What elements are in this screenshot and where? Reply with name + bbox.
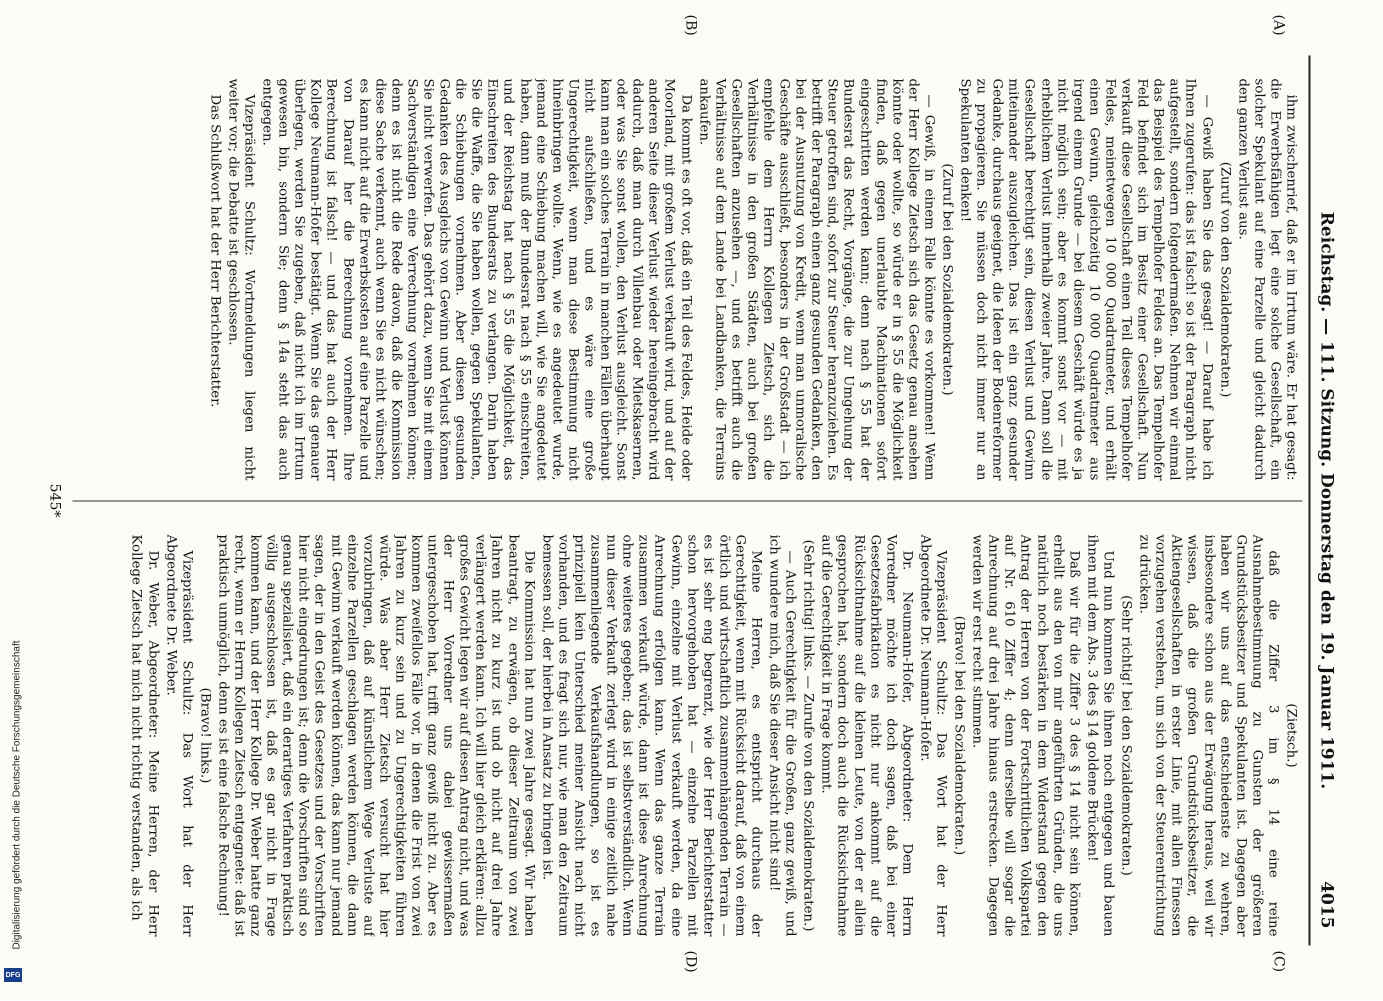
paragraph: daß die Ziffer 3 im § 14 eine reine Ausnahmebestimmung zu Gunsten der größeren Grundstücksbesitzer und Spekulanten ist. Dagegen aber haben wir uns auf das entschiedenste zu wehren, insbesondere schon aus der Erwägung heraus, weil wir wissen, daß die großen Grundstücksbesitzer, die Aktiengesellschaften in erster Linie, mit allen Finessen vorzugehen verstehen, um sich von der Steuerentrichtung zu drücken. xyxy=(1136,534,1281,937)
paragraph: Und nun kommen Sie ihnen noch entgegen und bauen ihnen mit dem Abs. 3 des § 14 goldene Brücken! xyxy=(1084,534,1116,937)
paragraph: Vizepräsident Schultz: Wortmeldungen liegen nicht weiter vor; die Debatte ist geschlossen. xyxy=(225,78,257,481)
right-text-column xyxy=(79,79,1299,481)
paragraph: (Zuruf bei den Sozialdemokraten.) xyxy=(939,163,955,396)
paragraph: Dr. Neumann-Hofer, Abgeordneter: Dem Herrn Vorredner möchte ich doch sagen, daß bei einer Gesetzesfabrikation es nicht nur ankommt auf die Rücksichtnahme auf die kleinen Leute, von der er allein gesprochen hat, sondern doch auch die Rücksichtnahme auf die Gerechtigkeit in Frage kommt. xyxy=(818,534,915,937)
paragraph: Vizepräsident Schultz: Das Wort hat der Herr Abgeordnete Dr. Weber. xyxy=(163,534,195,937)
paragraph: (Bravo! bei den Sozialdemokraten.) xyxy=(951,615,967,856)
header-rule xyxy=(1309,56,1311,946)
paragraph: ihm zwischenrief, daß er im Irrtum wäre. Er hat gesagt: die Erwerbsfähigen legt eine solche Gesellschaft, ein solcher Spekulant auf eine Parzelle und gleicht dadurch den ganzen Verlust aus. xyxy=(1235,78,1299,481)
paragraph: (Zuruf von den Sozialdemokraten.) xyxy=(1217,161,1233,398)
paragraph: (Zietsch.) xyxy=(1283,703,1299,768)
footer-number: 545* xyxy=(46,483,63,518)
paragraph: Dr. Weber, Abgeordneter: Meine Herren, der Herr Kollege Zietsch hat mich nicht richtig verstanden, als ich xyxy=(128,534,161,937)
dfg-logo: DFG xyxy=(4,968,22,982)
margin-letter-a: (A) xyxy=(1270,14,1287,36)
page-number: 4015 xyxy=(1316,881,1337,929)
paragraph: — Gewiß, in einem Falle könnte es vorkommen! Wenn der Herr Kollege Zietsch sich das Gesetz genau ansehen könnte oder wollte, so würde er in § 55 die Möglichkeit finden, daß gegen unerlaubte Machinationen sofort eingeschritten werden kann; denn nach § 55 hat der Bundesrat das Recht, Vorgänge, die zur Umgehung der Steuer getroffen sind, sofort zur Steuer heranzuziehen. Es betrifft der Paragraph einen ganz gesunden Gedanken, den bei der Ausnutzung von Kredit, wenn man unmoralische Geschäfte ausschließt, besonders in der Großstadt — ich empfehle dem Herrn Kollegen Zietsch, sich die Verhältnisse in den großen Städten, auch bei großen Gesellschaften anzusehen —, und es betrifft auch die Verhältnisse auf dem Lande bei Landbanken, die Terrains ankaufen. xyxy=(696,78,937,481)
paragraph: Vizepräsident Schultz: Das Wort hat der Herr Abgeordnete Dr. Neumann-Hofer. xyxy=(917,534,949,937)
paragraph: Die Kommission hat nun zwei Jahre gesagt. Wir haben beantragt, zu erwägen, ob dieser Zeitraum von zwei Jahren nicht zu kurz ist und ob nicht auf drei Jahre verlängert werden kann. Ich will hier gleich erklären: allzu großes Gewicht legen wir auf diesen Antrag nicht, und was der Herr Vorredner uns dabei gewissermaßen untergeschoben hat, trifft ganz gewiß nicht zu. Aber es kommen zweifellos Fälle vor, in denen die Frist von zwei Jahren zu kurz sein und zu Ungerechtigkeiten führen würde. Was aber Herr Zietsch versucht hat hier vorzubringen, daß auf künstlichem Wege Verluste auf einzelne Parzellen geschlagen werden können, die dann mit Gewinn verkauft werden können, das kann nur jemand sagen, der in den Geist des Gesetzes und der Vorschriften hier nicht eingedrungen ist; denn die Vorschriften sind so genau spezialisiert, daß ein derartiges Verfahren praktisch völlig ausgeschlossen ist, daß es gar nicht in Frage kommen kann, und der Herr Kollege Dr. Weber hatte ganz recht, wenn er Herrn Kollegen Zietsch entgegnete: daß ist praktisch unmöglich, denn es ist eine falsche Rechnung! xyxy=(215,534,537,937)
page-title: Reichstag. — 111. Sitzung. Donnerstag den 19. Januar 1911. xyxy=(1316,211,1337,790)
digitization-notice xyxy=(4,600,30,990)
running-head xyxy=(1311,1,1337,1001)
paragraph: Das Schlußwort hat der Herr Berichterstatter. xyxy=(207,94,223,408)
column-rule xyxy=(73,501,1303,502)
paragraph: Meine Herren, es entspricht durchaus der Gerechtigkeit, wenn mit Rücksicht darauf, daß von einem örtlich und wirtschaftlich zusammenhängenden Terrain — es ist sehr eng begrenzt, wie der Herr Berichterstatter schon hervorgehoben hat — einzelne Parzellen mit Gewinn, einzelne mit Verlust verkauft werden, da eine Anrechnung erfolgen kann. Wenn das ganze Terrain zusammen verkauft würde, dann ist diese Anrechnung ohne weiteres gegeben; das ist selbstverständlich. Wenn nun dieser Verkauft zerlegt wird in einige zeitlich nahe zusammenliegende Verkaufshandlungen, so ist es prinzipiell kein Unterschied meiner Ansicht nach nicht vorhanden, und es fragt sich nur, wie man den Zeitraum bemessen soll, der hierbei in Ansatz zu bringen ist. xyxy=(539,534,764,937)
margin-letter-d: (D) xyxy=(682,950,699,973)
digitization-notice-text: Digitalisierung gefördert durch die Deutsche Forschungsgemeinschaft xyxy=(11,640,23,950)
margin-letter-b: (B) xyxy=(682,14,699,36)
paragraph: (Sehr richtig! bei den Sozialdemokraten.) xyxy=(1118,595,1134,876)
margin-letter-c: (C) xyxy=(1270,950,1287,973)
paragraph: (Bravo! links.) xyxy=(197,687,213,784)
paragraph: Daß wir für die Ziffer 3 des § 14 nicht sein können, erhellt aus den von mir angeführten Gründen, die uns natürlich noch bestärken in dem Widerstand gegen den Antrag der Herren von der Fortschrittlichen Volkspartei auf Nr. 610 Ziffer 4; denn derselbe will sogar die Anrechnung auf drei Jahre hinaus erstrecken. Dagegen werden wir erst recht stimmen. xyxy=(969,534,1082,937)
paragraph: (Sehr richtig! links. — Zurufe von den Sozialdemokraten.) xyxy=(800,539,816,932)
scanned-page xyxy=(0,1,1383,1001)
paragraph: Da kommt es oft vor, daß ein Teil des Feldes, Heide oder Moorland, mit großem Verlust verkauft wird, und auf der anderen Seite dieser Verlust wieder hereingebracht wird dadurch, daß man durch Villenbau oder Mietskasernen, oder was Sie sonst wollen, den Verlust ausgleicht. Sonst kann man ein solches Terrain in manchen Fällen überhaupt nicht aufschließen, und es wäre eine große Ungerechtigkeit, wenn man diese Bestimmung nicht hineinbringen wollte. Wenn, wie es angedeutet wurde, jemand eine Schiebung machen will, wie Sie angedeutet haben, dann muß der Bundesrat nach § 55 einschreiten, und der Reichstag hat nach § 55 die Möglichkeit, das Einschreiten des Bundesrats zu verlangen. Darin haben Sie die Waffe, die Sie haben wollen, gegen Spekulanten, die Schiebungen vornehmen. Aber diesen gesunden Gedanken des Ausgleichs von Gewinn und Verlust können Sie nicht verwerfen. Das gehört dazu, wenn Sie mit einem Sachverständigen eine Verrechnung vornehmen können; denn es ist nicht die Rede davon, daß die Kommission diese Sache verkennt, auch wenn Sie es nicht wünschen; es kann nicht auf die Erwerbskosten auf eine Parzelle und von Darauf her die Berechnung vornehmen. Ihre Berechnung ist falsch! — und das hat auch der Herr Kollege Neumann-Hofer bestätigt. Wenn Sie das genauer überlegen, werden Sie zugeben, daß nicht ich im Irrtum gewesen bin, sondern Sie; denn § 14a steht das auch entgegen. xyxy=(259,78,694,481)
paragraph: — Gewiß haben Sie das gesagt! — Darauf habe ich Ihnen zugerufen: das ist falsch! so ist der Paragraph nicht aufgestellt, sondern folgendermaßen. Nehmen wir einmal das Beispiel des Tempelhofer Feldes an. Das Tempelhofer Feld befindet sich im Besitz einer Gesellschaft. Nun verkauft diese Gesellschaft einen Teil dieses Tempelhofer Feldes, meinetwegen 10 000 Quadratmeter, und erhält einen Gewinn, gleichzeitig 10 000 Quadratmeter aus irgend einem Grunde — bei diesem Geschäft würde es ja nicht möglich sein; aber es kommt sonst vor — mit erheblichem Verlust innerhalb zweier Jahre. Dann soll die Gesellschaft berechtigt sein, diesen Verlust und Gewinn miteinander auszugleichen. Das ist ein ganz gesunder Gedanke, durchaus geeignet, die Ideen der Bodenreformer zu propagieren. Sie müssen doch nicht immer nur an Spekulanten denken! xyxy=(957,78,1215,481)
left-text-column xyxy=(79,535,1299,937)
paragraph: — Auch Gerechtigkeit für die Großen, ganz gewiß, und ich wundere mich, daß Sie dieser Ansicht nicht sind! xyxy=(766,534,798,937)
